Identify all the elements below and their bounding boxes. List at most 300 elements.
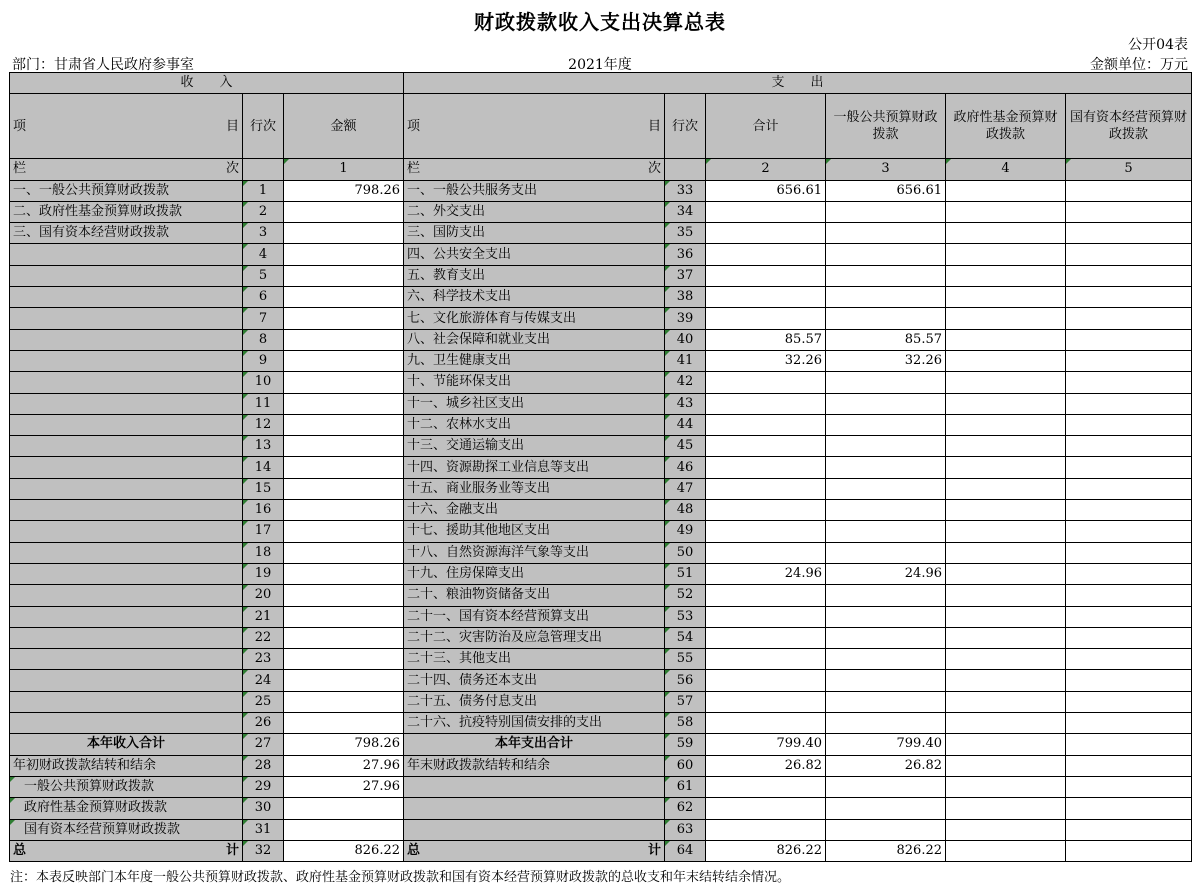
row-no: 19 bbox=[243, 563, 284, 584]
row-no: 20 bbox=[243, 585, 284, 606]
column-header-row bbox=[10, 94, 1192, 159]
expense-item-label: 十二、农林水支出 bbox=[404, 414, 665, 435]
row-no: 31 bbox=[243, 819, 284, 840]
expense-state-capital bbox=[1066, 500, 1192, 521]
grand-expense-total: 826.22 bbox=[706, 840, 826, 861]
expense-state-capital bbox=[1066, 627, 1192, 648]
expense-gov-fund bbox=[946, 201, 1066, 222]
income-amount bbox=[284, 691, 404, 712]
expense-item-label: 十六、金融支出 bbox=[404, 500, 665, 521]
expense-item-label: 五、教育支出 bbox=[404, 265, 665, 286]
grand-expense-fund bbox=[946, 840, 1066, 861]
income-amount bbox=[284, 329, 404, 350]
unit-label: 金额单位：万元 bbox=[1090, 57, 1188, 73]
table-row bbox=[10, 521, 1192, 542]
expense-total bbox=[706, 436, 826, 457]
expense-item-label: 二十一、国有资本经营预算支出 bbox=[404, 606, 665, 627]
expense-general-budget bbox=[826, 393, 946, 414]
col-index-4: 4 bbox=[946, 159, 1066, 180]
expense-total bbox=[706, 649, 826, 670]
row-no: 52 bbox=[665, 585, 706, 606]
expense-general-budget bbox=[826, 500, 946, 521]
grand-total-row bbox=[10, 840, 1192, 861]
row-no: 45 bbox=[665, 436, 706, 457]
income-amount bbox=[284, 606, 404, 627]
expense-total: 85.57 bbox=[706, 329, 826, 350]
income-amount bbox=[284, 585, 404, 606]
income-item-label bbox=[10, 414, 243, 435]
sub3-expense-blank bbox=[404, 819, 665, 840]
expense-item-label: 十四、资源勘探工业信息等支出 bbox=[404, 457, 665, 478]
expense-state-capital bbox=[1066, 521, 1192, 542]
expense-total bbox=[706, 500, 826, 521]
expense-total-fund bbox=[946, 734, 1066, 755]
empty-cell bbox=[1066, 819, 1192, 840]
expense-total: 32.26 bbox=[706, 350, 826, 371]
empty-cell bbox=[826, 798, 946, 819]
expense-item-label: 二十三、其他支出 bbox=[404, 649, 665, 670]
carry-out-label: 年末财政拨款结转和结余 bbox=[404, 755, 665, 776]
expense-gov-fund bbox=[946, 713, 1066, 734]
expense-gov-fund bbox=[946, 500, 1066, 521]
item-right-char: 目 bbox=[225, 118, 239, 134]
expense-gov-fund bbox=[946, 627, 1066, 648]
row-no: 38 bbox=[665, 287, 706, 308]
income-amount bbox=[284, 393, 404, 414]
row-no: 6 bbox=[243, 287, 284, 308]
expense-total-label: 本年支出合计 bbox=[404, 734, 665, 755]
expense-gov-fund bbox=[946, 223, 1066, 244]
row-no: 1 bbox=[243, 180, 284, 201]
expense-item-label: 十八、自然资源海洋气象等支出 bbox=[404, 542, 665, 563]
expense-state-capital bbox=[1066, 542, 1192, 563]
expense-total bbox=[706, 457, 826, 478]
expense-total-general: 799.40 bbox=[826, 734, 946, 755]
carryover-sub-row-2 bbox=[10, 798, 1192, 819]
row-no: 62 bbox=[665, 798, 706, 819]
row-no: 28 bbox=[243, 755, 284, 776]
empty-cell bbox=[1066, 798, 1192, 819]
row-no: 13 bbox=[243, 436, 284, 457]
income-item-label bbox=[10, 627, 243, 648]
expense-item-label: 四、公共安全支出 bbox=[404, 244, 665, 265]
row-no: 41 bbox=[665, 350, 706, 371]
income-amount bbox=[284, 713, 404, 734]
carry-out-general: 26.82 bbox=[826, 755, 946, 776]
row-no: 12 bbox=[243, 414, 284, 435]
income-amount bbox=[284, 649, 404, 670]
expense-state-capital bbox=[1066, 265, 1192, 286]
income-amount bbox=[284, 287, 404, 308]
income-item-label bbox=[10, 585, 243, 606]
income-item-label bbox=[10, 329, 243, 350]
expense-item-label: 十三、交通运输支出 bbox=[404, 436, 665, 457]
column-index-row bbox=[10, 159, 1192, 180]
row-no: 59 bbox=[665, 734, 706, 755]
expense-general-budget bbox=[826, 670, 946, 691]
table-row bbox=[10, 372, 1192, 393]
expense-state-capital bbox=[1066, 606, 1192, 627]
expense-state-capital bbox=[1066, 329, 1192, 350]
expense-total bbox=[706, 670, 826, 691]
expense-general-budget bbox=[826, 457, 946, 478]
row-no: 39 bbox=[665, 308, 706, 329]
table-row bbox=[10, 563, 1192, 584]
sub2-expense-blank bbox=[404, 798, 665, 819]
row-no: 8 bbox=[243, 329, 284, 350]
report-title: 财政拨款收入支出决算总表 bbox=[474, 10, 726, 34]
empty-cell bbox=[826, 776, 946, 797]
row-no: 58 bbox=[665, 713, 706, 734]
grand-right-char: 计 bbox=[225, 842, 239, 858]
expense-total bbox=[706, 713, 826, 734]
expense-state-capital bbox=[1066, 649, 1192, 670]
grand-expense-label bbox=[404, 840, 665, 861]
row-no: 29 bbox=[243, 776, 284, 797]
row-no: 15 bbox=[243, 478, 284, 499]
expense-item-label: 十五、商业服务业等支出 bbox=[404, 478, 665, 499]
section-header-row bbox=[10, 73, 1192, 94]
expense-gov-fund bbox=[946, 691, 1066, 712]
income-amount bbox=[284, 521, 404, 542]
income-amount bbox=[284, 627, 404, 648]
row-no: 30 bbox=[243, 798, 284, 819]
item-right-char: 目 bbox=[647, 118, 661, 134]
table-row bbox=[10, 542, 1192, 563]
expense-state-capital bbox=[1066, 670, 1192, 691]
row-no: 42 bbox=[665, 372, 706, 393]
income-item-label bbox=[10, 713, 243, 734]
row-no: 7 bbox=[243, 308, 284, 329]
expense-item-label: 十九、住房保障支出 bbox=[404, 563, 665, 584]
table-row bbox=[10, 649, 1192, 670]
empty-cell bbox=[706, 819, 826, 840]
expense-general-budget: 32.26 bbox=[826, 350, 946, 371]
income-amount bbox=[284, 265, 404, 286]
empty-cell bbox=[1066, 776, 1192, 797]
expense-general-budget bbox=[826, 542, 946, 563]
expense-state-capital bbox=[1066, 287, 1192, 308]
row-no: 25 bbox=[243, 691, 284, 712]
row-no: 24 bbox=[243, 670, 284, 691]
table-row bbox=[10, 414, 1192, 435]
item-left-char: 项 bbox=[407, 118, 421, 134]
expense-general-budget bbox=[826, 627, 946, 648]
income-amount bbox=[284, 244, 404, 265]
row-no: 53 bbox=[665, 606, 706, 627]
carry-out-total: 26.82 bbox=[706, 755, 826, 776]
expense-item-label: 十一、城乡社区支出 bbox=[404, 393, 665, 414]
expense-state-capital bbox=[1066, 478, 1192, 499]
row-no: 21 bbox=[243, 606, 284, 627]
expense-total bbox=[706, 478, 826, 499]
expense-gov-fund bbox=[946, 670, 1066, 691]
expense-total-capital bbox=[1066, 734, 1192, 755]
table-row bbox=[10, 308, 1192, 329]
expense-state-capital bbox=[1066, 308, 1192, 329]
expense-col-index-blank bbox=[665, 159, 706, 180]
expense-general-budget: 85.57 bbox=[826, 329, 946, 350]
col-index-2: 2 bbox=[706, 159, 826, 180]
expense-state-capital bbox=[1066, 691, 1192, 712]
expense-state-capital bbox=[1066, 713, 1192, 734]
table-row bbox=[10, 393, 1192, 414]
sub3-label: 国有资本经营预算财政拨款 bbox=[10, 819, 243, 840]
income-item-label bbox=[10, 649, 243, 670]
row-no: 36 bbox=[665, 244, 706, 265]
income-item-label: 二、政府性基金预算财政拨款 bbox=[10, 201, 243, 222]
expense-total bbox=[706, 308, 826, 329]
expense-gov-fund bbox=[946, 372, 1066, 393]
expense-item-label: 十、节能环保支出 bbox=[404, 372, 665, 393]
income-amount bbox=[284, 500, 404, 521]
row-no: 37 bbox=[665, 265, 706, 286]
footnote: 注：本表反映部门本年度一般公共预算财政拨款、政府性基金预算财政拨款和国有资本经营预算财政拨款的总收支和年末结转结余情况。 bbox=[10, 870, 791, 885]
carryover-row bbox=[10, 755, 1192, 776]
grand-right-char: 计 bbox=[647, 842, 661, 858]
form-code: 公开04表 bbox=[1128, 37, 1188, 53]
expense-total bbox=[706, 691, 826, 712]
sub3-amount bbox=[284, 819, 404, 840]
row-no: 61 bbox=[665, 776, 706, 797]
state-capital-header: 国有资本经营预算财政拨款 bbox=[1066, 94, 1192, 159]
table-row bbox=[10, 244, 1192, 265]
expense-state-capital bbox=[1066, 201, 1192, 222]
row-no: 35 bbox=[665, 223, 706, 244]
income-item-label bbox=[10, 500, 243, 521]
item-left-char: 项 bbox=[13, 118, 27, 134]
carryover-sub-row-3 bbox=[10, 819, 1192, 840]
expense-state-capital bbox=[1066, 414, 1192, 435]
row-no: 47 bbox=[665, 478, 706, 499]
income-item-label bbox=[10, 287, 243, 308]
income-total-amount: 798.26 bbox=[284, 734, 404, 755]
appropriation-table bbox=[9, 72, 1192, 862]
row-no: 4 bbox=[243, 244, 284, 265]
carryover-sub-row-1 bbox=[10, 776, 1192, 797]
table-row bbox=[10, 606, 1192, 627]
table-row bbox=[10, 329, 1192, 350]
sub1-label: 一般公共预算财政拨款 bbox=[10, 776, 243, 797]
expense-item-label: 二十六、抗疫特别国债安排的支出 bbox=[404, 713, 665, 734]
income-item-label bbox=[10, 457, 243, 478]
carry-in-label: 年初财政拨款结转和结余 bbox=[10, 755, 243, 776]
expense-total bbox=[706, 372, 826, 393]
income-row-no-header: 行次 bbox=[243, 94, 284, 159]
empty-cell bbox=[946, 819, 1066, 840]
expense-item-label: 六、科学技术支出 bbox=[404, 287, 665, 308]
expense-gov-fund bbox=[946, 606, 1066, 627]
sub1-expense-blank bbox=[404, 776, 665, 797]
income-amount bbox=[284, 372, 404, 393]
expense-gov-fund bbox=[946, 521, 1066, 542]
row-no: 34 bbox=[665, 201, 706, 222]
income-item-label bbox=[10, 308, 243, 329]
expense-general-budget bbox=[826, 521, 946, 542]
income-amount bbox=[284, 350, 404, 371]
grand-expense-capital bbox=[1066, 840, 1192, 861]
grand-income-amount: 826.22 bbox=[284, 840, 404, 861]
expense-item-label: 三、国防支出 bbox=[404, 223, 665, 244]
row-no: 2 bbox=[243, 201, 284, 222]
income-item-header bbox=[10, 94, 243, 159]
income-amount bbox=[284, 436, 404, 457]
col-left-char: 栏 bbox=[407, 161, 421, 177]
expense-item-header bbox=[404, 94, 665, 159]
income-col-index-blank bbox=[243, 159, 284, 180]
expense-gov-fund bbox=[946, 350, 1066, 371]
expense-total bbox=[706, 244, 826, 265]
expense-state-capital bbox=[1066, 585, 1192, 606]
expense-total bbox=[706, 627, 826, 648]
table-row bbox=[10, 713, 1192, 734]
expense-gov-fund bbox=[946, 585, 1066, 606]
empty-cell bbox=[946, 776, 1066, 797]
expense-general-budget bbox=[826, 691, 946, 712]
expense-item-label: 十七、援助其他地区支出 bbox=[404, 521, 665, 542]
row-no: 51 bbox=[665, 563, 706, 584]
income-item-label bbox=[10, 563, 243, 584]
expense-item-label: 二、外交支出 bbox=[404, 201, 665, 222]
income-amount bbox=[284, 201, 404, 222]
row-no: 27 bbox=[243, 734, 284, 755]
row-no: 49 bbox=[665, 521, 706, 542]
row-no: 40 bbox=[665, 329, 706, 350]
income-item-label bbox=[10, 478, 243, 499]
table-row bbox=[10, 436, 1192, 457]
expense-general-budget bbox=[826, 414, 946, 435]
expense-general-budget bbox=[826, 372, 946, 393]
expense-item-label: 二十四、债务还本支出 bbox=[404, 670, 665, 691]
expense-item-label: 二十二、灾害防治及应急管理支出 bbox=[404, 627, 665, 648]
expense-total bbox=[706, 201, 826, 222]
row-no: 50 bbox=[665, 542, 706, 563]
table-row bbox=[10, 223, 1192, 244]
row-no: 22 bbox=[243, 627, 284, 648]
income-total-label: 本年收入合计 bbox=[10, 734, 243, 755]
expense-general-budget: 656.61 bbox=[826, 180, 946, 201]
row-no: 48 bbox=[665, 500, 706, 521]
income-amount bbox=[284, 542, 404, 563]
income-item-label: 一、一般公共预算财政拨款 bbox=[10, 180, 243, 201]
expense-general-budget: 24.96 bbox=[826, 563, 946, 584]
income-item-label bbox=[10, 521, 243, 542]
annual-total-row bbox=[10, 734, 1192, 755]
expense-gov-fund bbox=[946, 265, 1066, 286]
row-no: 5 bbox=[243, 265, 284, 286]
expense-total bbox=[706, 393, 826, 414]
expense-total bbox=[706, 542, 826, 563]
expense-general-budget bbox=[826, 606, 946, 627]
table-row bbox=[10, 691, 1192, 712]
income-amount: 798.26 bbox=[284, 180, 404, 201]
table-row bbox=[10, 500, 1192, 521]
row-no: 17 bbox=[243, 521, 284, 542]
expense-state-capital bbox=[1066, 223, 1192, 244]
gov-fund-header: 政府性基金预算财政拨款 bbox=[946, 94, 1066, 159]
income-col-index-label bbox=[10, 159, 243, 180]
expense-general-budget bbox=[826, 436, 946, 457]
expense-state-capital bbox=[1066, 350, 1192, 371]
income-item-label bbox=[10, 265, 243, 286]
income-item-label bbox=[10, 244, 243, 265]
row-no: 56 bbox=[665, 670, 706, 691]
empty-cell bbox=[826, 819, 946, 840]
income-item-label bbox=[10, 436, 243, 457]
row-no: 60 bbox=[665, 755, 706, 776]
expense-section-header: 支 出 bbox=[404, 73, 1192, 94]
expense-general-budget bbox=[826, 244, 946, 265]
row-no: 14 bbox=[243, 457, 284, 478]
empty-cell bbox=[946, 798, 1066, 819]
expense-total bbox=[706, 606, 826, 627]
income-amount bbox=[284, 563, 404, 584]
expense-total-header: 合计 bbox=[706, 94, 826, 159]
income-item-label bbox=[10, 670, 243, 691]
col-index-5: 5 bbox=[1066, 159, 1192, 180]
income-amount bbox=[284, 223, 404, 244]
expense-general-budget bbox=[826, 201, 946, 222]
expense-total bbox=[706, 585, 826, 606]
expense-state-capital bbox=[1066, 563, 1192, 584]
expense-gov-fund bbox=[946, 478, 1066, 499]
table-row bbox=[10, 350, 1192, 371]
row-no: 46 bbox=[665, 457, 706, 478]
grand-expense-general: 826.22 bbox=[826, 840, 946, 861]
expense-general-budget bbox=[826, 308, 946, 329]
expense-general-budget bbox=[826, 223, 946, 244]
sub2-amount bbox=[284, 798, 404, 819]
income-amount bbox=[284, 414, 404, 435]
expense-item-label: 二十、粮油物资储备支出 bbox=[404, 585, 665, 606]
expense-gov-fund bbox=[946, 180, 1066, 201]
income-item-label bbox=[10, 542, 243, 563]
expense-item-label: 七、文化旅游体育与传媒支出 bbox=[404, 308, 665, 329]
row-no: 64 bbox=[665, 840, 706, 861]
col-right-char: 次 bbox=[647, 161, 661, 177]
income-item-label bbox=[10, 606, 243, 627]
income-item-label bbox=[10, 691, 243, 712]
col-index-1: 1 bbox=[284, 159, 404, 180]
empty-cell bbox=[706, 798, 826, 819]
row-no: 44 bbox=[665, 414, 706, 435]
sub2-label: 政府性基金预算财政拨款 bbox=[10, 798, 243, 819]
sub1-amount: 27.96 bbox=[284, 776, 404, 797]
row-no: 11 bbox=[243, 393, 284, 414]
income-amount bbox=[284, 308, 404, 329]
expense-general-budget bbox=[826, 265, 946, 286]
col-right-char: 次 bbox=[225, 161, 239, 177]
row-no: 54 bbox=[665, 627, 706, 648]
expense-general-budget bbox=[826, 585, 946, 606]
expense-general-budget bbox=[826, 649, 946, 670]
row-no: 57 bbox=[665, 691, 706, 712]
table-row bbox=[10, 265, 1192, 286]
expense-total bbox=[706, 287, 826, 308]
empty-cell bbox=[706, 776, 826, 797]
year-label: 2021年度 bbox=[568, 57, 632, 73]
expense-total bbox=[706, 223, 826, 244]
expense-gov-fund bbox=[946, 542, 1066, 563]
expense-total bbox=[706, 414, 826, 435]
row-no: 16 bbox=[243, 500, 284, 521]
row-no: 3 bbox=[243, 223, 284, 244]
expense-gov-fund bbox=[946, 244, 1066, 265]
row-no: 18 bbox=[243, 542, 284, 563]
expense-item-label: 八、社会保障和就业支出 bbox=[404, 329, 665, 350]
table-row bbox=[10, 585, 1192, 606]
department-label: 部门：甘肃省人民政府参事室 bbox=[12, 57, 194, 73]
